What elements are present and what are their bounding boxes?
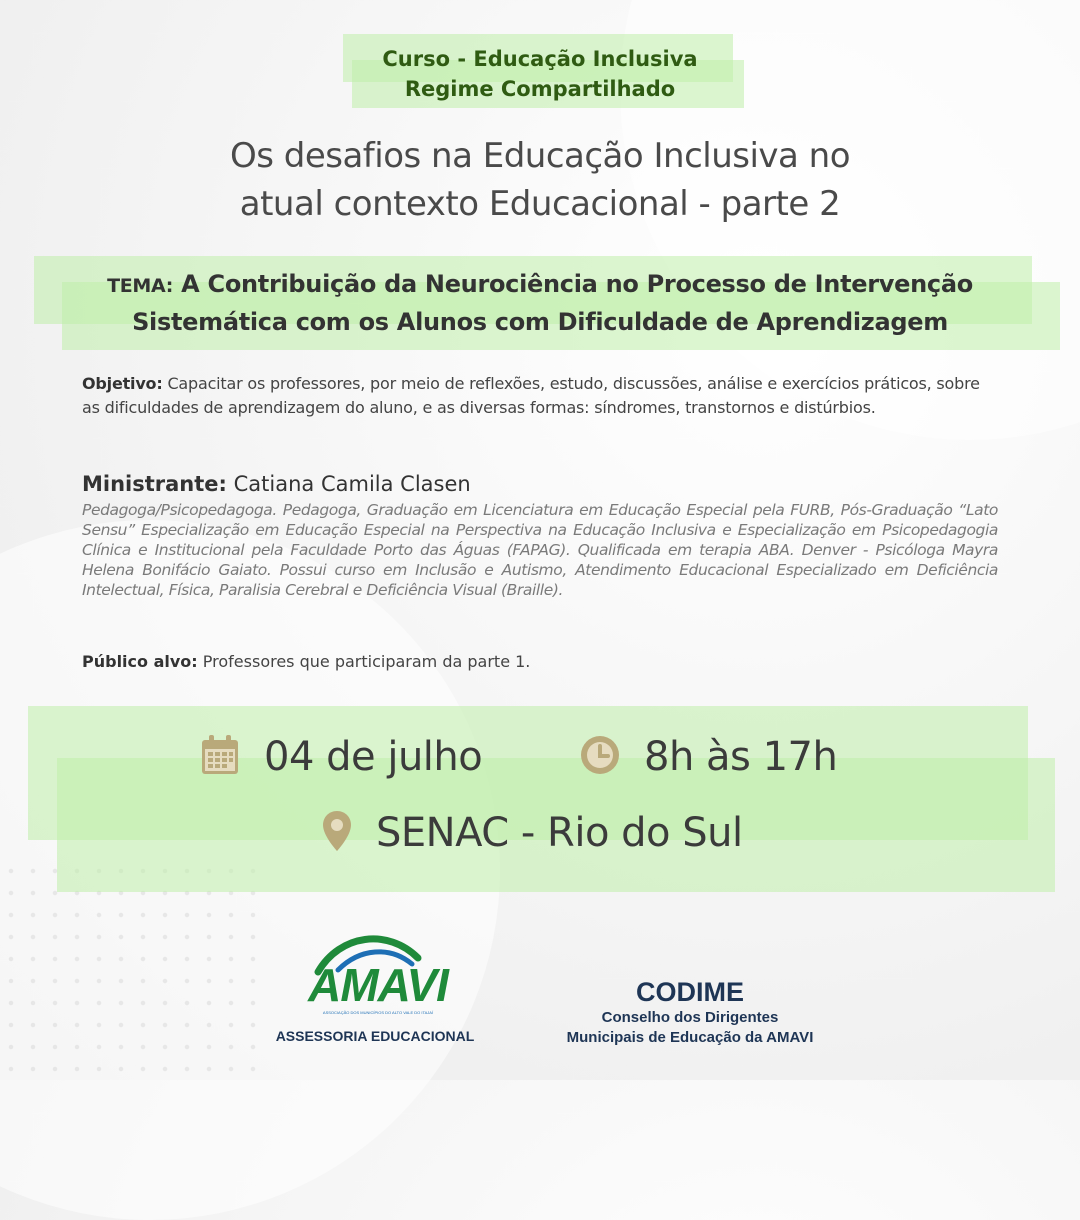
course-header [0, 44, 1080, 104]
ministrante-bio: Pedagoga/Psicopedagoga. Pedagoga, Graduação em Licenciatura em Educação Especial pela FURB, Pós-Graduação “Lato Sensu” Especialização em Educação Especial na Perspectiva na Educação Inclusiva e Especialização em Psicopedagogia Clínica e Institucional pela Faculdade Porto das Águas (FAPAG). Qualificada em terapia ABA. Denver - Psicóloga Mayra Helena Bonifácio Gaiato. Possui curso em Inclusão e Autismo, Atendimento Educacional Especializado em Deficiência Intelectual, Física, Paralisia Cerebral e Deficiência Visual (Braille). [82, 501, 998, 599]
course-regime: Regime Compartilhado [404, 77, 676, 101]
objetivo-text: Capacitar os professores, por meio de reflexões, estudo, discussões, análise e exercícios práticos, sobre as dificuldades de aprendizagem do aluno, e as diversas formas: síndromes, transtornos e distúrbios. [82, 374, 980, 417]
title-line-2: atual contexto Educacional - parte 2 [239, 184, 841, 224]
course-name: Curso - Educação Inclusiva [382, 47, 698, 71]
amavi-wordmark: AMAVI [308, 959, 448, 1011]
tema-text-1: A Contribuição da Neurociência no Processo de Intervenção [181, 270, 973, 298]
publico-label: Público alvo: [82, 652, 198, 671]
tema-line-1 [60, 266, 1020, 304]
ministrante-label: Ministrante: [82, 472, 227, 496]
event-date-text: 04 de julho [264, 734, 483, 780]
calendar-icon [200, 734, 240, 780]
tema-block [60, 266, 1020, 340]
event-time-text: 8h às 17h [644, 734, 838, 780]
codime-line-2: Municipais de Educação da AMAVI [566, 1029, 814, 1046]
event-location [322, 810, 743, 856]
codime-title: CODIME [636, 977, 744, 1007]
publico-text: Professores que participaram da parte 1. [202, 652, 531, 671]
event-date [200, 734, 482, 780]
event-location-text: SENAC - Rio do Sul [376, 810, 743, 856]
publico-block [82, 650, 1002, 674]
amavi-subtitle: ASSOCIAÇÃO DOS MUNICÍPIOS DO ALTO VALE DO ITAJAÍ [322, 1010, 434, 1015]
ministrante-block [82, 470, 1002, 498]
tema-line-2: Sistemática com os Alunos com Dificuldade de Aprendizagem [132, 308, 948, 336]
objetivo-label: Objetivo: [82, 374, 163, 393]
codime-line-1: Conselho dos Dirigentes [601, 1009, 779, 1026]
location-pin-icon [322, 810, 352, 856]
amavi-logo [300, 930, 450, 1022]
title-line-1: Os desafios na Educação Inclusiva no [229, 136, 851, 176]
codime-block [540, 976, 840, 1048]
background-dots [0, 860, 260, 1080]
event-time [580, 734, 837, 780]
amavi-caption: ASSESSORIA EDUCACIONAL [275, 1028, 475, 1044]
clock-icon [580, 735, 620, 779]
ministrante-name: Catiana Camila Clasen [233, 472, 471, 496]
tema-label: TEMA: [107, 275, 174, 297]
objetivo-block [82, 372, 1002, 420]
page-title [0, 132, 1080, 228]
